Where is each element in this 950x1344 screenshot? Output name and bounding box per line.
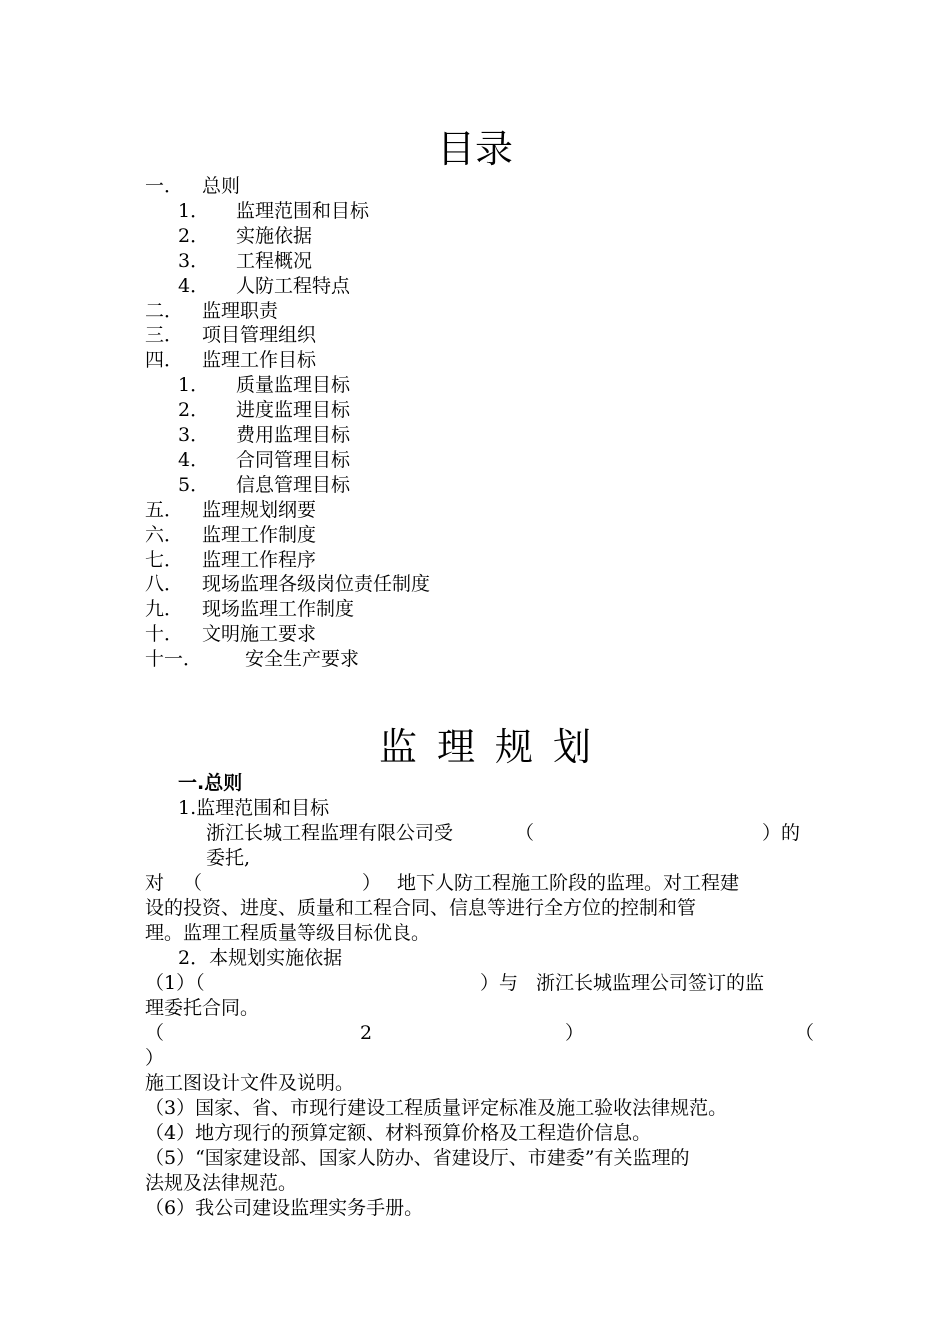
toc-item <box>145 174 240 199</box>
blank-close-paren: ） <box>565 1022 585 1044</box>
plan-title: 监理规划 <box>378 725 611 769</box>
paragraph-text: 地下人防工程施工阶段的监理。对工程建 <box>397 872 740 894</box>
toc-item <box>145 348 316 373</box>
toc-item <box>145 299 278 324</box>
toc-item-number: 三． <box>145 324 184 347</box>
list-item: （4）地方现行的预算定额、材料预算价格及工程造价信息。 <box>145 1122 652 1144</box>
toc-item-number: 十． <box>145 623 184 646</box>
toc-item-label: 监理工作程序 <box>202 548 317 571</box>
toc-item-number: 九． <box>145 598 184 621</box>
toc-item-number: 八． <box>145 573 184 596</box>
paragraph-text: 设的投资、进度、质量和工程合同、信息等进行全方位的控制和管 <box>145 897 697 919</box>
toc-item <box>145 647 359 672</box>
toc-item <box>145 572 430 597</box>
toc-item <box>178 398 350 423</box>
toc-item <box>178 448 350 473</box>
blank-close-paren: ）的 <box>762 822 801 844</box>
toc-item-number: 七． <box>145 548 184 571</box>
toc-item <box>178 199 369 224</box>
blank-close-paren: ） <box>362 872 382 894</box>
toc-item-label: 监理职责 <box>202 299 279 322</box>
toc-item-number: 四． <box>145 349 184 372</box>
blank-open-paren: （ <box>145 1022 165 1044</box>
toc-item <box>145 323 316 348</box>
toc-item-number: 3． <box>178 424 210 446</box>
blank-open-paren: （ <box>515 822 535 844</box>
toc-item <box>145 597 354 622</box>
blank-open-paren: （ <box>795 1022 815 1044</box>
section-heading-general: 一.总则 <box>178 772 243 794</box>
list-item: 浙江长城监理公司签订的监 <box>536 972 765 994</box>
toc-item-number: 3． <box>178 249 210 272</box>
toc-item-number: 2． <box>178 399 210 422</box>
toc-item <box>178 423 350 448</box>
toc-item-number: 二． <box>145 299 184 322</box>
list-item: ）与 <box>480 972 519 994</box>
toc-item-label: 项目管理组织 <box>202 324 317 347</box>
toc-item-label: 人防工程特点 <box>236 274 351 297</box>
toc-item <box>178 249 312 274</box>
toc-item-number: 1． <box>178 199 210 222</box>
list-item: （5）“国家建设部、国家人防办、省建设厅、市建委”有关监理的 <box>145 1147 690 1169</box>
toc-item-number: 5． <box>178 473 210 496</box>
toc-item-label: 实施依据 <box>236 224 313 247</box>
toc-item-label: 现场监理工作制度 <box>202 598 355 621</box>
toc-item-label: 总则 <box>202 175 241 197</box>
toc-item <box>178 224 312 249</box>
toc-item-number: 1． <box>178 374 210 397</box>
toc-item <box>178 274 350 299</box>
toc-item-number: 六． <box>145 523 184 546</box>
subheading-basis: 2．本规划实施依据 <box>178 947 343 969</box>
subheading-scope: 1.监理范围和目标 <box>178 797 330 819</box>
paragraph-text: 对 <box>145 872 165 894</box>
toc-item-label: 监理规划纲要 <box>202 498 317 521</box>
list-number: 2 <box>360 1022 373 1044</box>
toc-item <box>145 622 316 647</box>
paragraph-text: 浙江长城工程监理有限公司受 <box>206 822 454 844</box>
toc-item-number: 一． <box>145 175 184 197</box>
toc-item-number: 五． <box>145 498 184 521</box>
toc-item-number: 2． <box>178 224 210 247</box>
toc-item-number: 4． <box>178 448 210 471</box>
toc-item-label: 文明施工要求 <box>202 623 317 646</box>
blank-open-paren: （ <box>183 872 203 894</box>
toc-item-label: 费用监理目标 <box>236 424 351 446</box>
list-item: 法规及法律规范。 <box>145 1172 298 1194</box>
blank-close-paren: ） <box>145 1047 165 1069</box>
toc-item-label: 质量监理目标 <box>236 374 351 397</box>
toc-item-label: 监理工作制度 <box>202 523 317 546</box>
list-item: （3）国家、省、市现行建设工程质量评定标准及施工验收法律规范。 <box>145 1097 728 1119</box>
list-item: （6）我公司建设监理实务手册。 <box>145 1197 424 1219</box>
list-item: （1）（ <box>145 972 205 994</box>
toc-item-label: 现场监理各级岗位责任制度 <box>202 573 431 596</box>
toc-item <box>145 523 316 548</box>
toc-item <box>178 373 350 398</box>
toc-title: 目录 <box>436 127 513 171</box>
toc-item-label: 监理范围和目标 <box>236 199 370 222</box>
toc-item-number: 4． <box>178 274 210 297</box>
list-item: 理委托合同。 <box>145 997 260 1019</box>
toc-item-label: 工程概况 <box>236 249 313 272</box>
toc-item-label: 信息管理目标 <box>236 473 351 496</box>
toc-item-label: 进度监理目标 <box>236 399 351 422</box>
toc-item-label: 安全生产要求 <box>245 648 360 671</box>
toc-item <box>145 548 316 573</box>
paragraph-text: 理。监理工程质量等级目标优良。 <box>145 922 431 944</box>
toc-item-number: 十一． <box>145 648 203 671</box>
toc-item <box>145 498 316 523</box>
paragraph-text: 委托, <box>206 847 251 869</box>
list-item: 施工图设计文件及说明。 <box>145 1072 355 1094</box>
toc-item-label: 合同管理目标 <box>236 448 351 471</box>
toc-item <box>178 473 350 498</box>
toc-item-label: 监理工作目标 <box>202 349 317 372</box>
